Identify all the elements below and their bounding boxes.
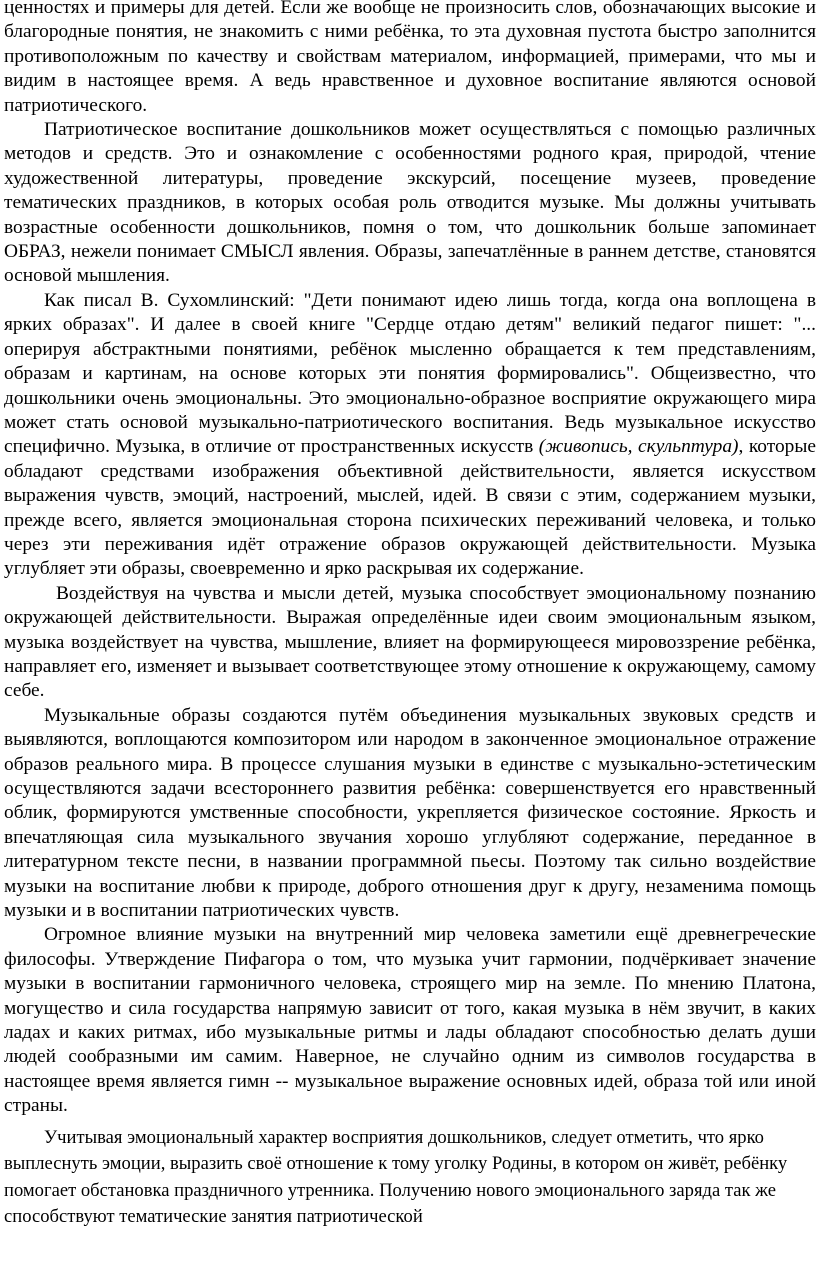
paragraph-3-text-end: , которые обладают средствами изображения объективной действительности, является искусством выражения чувств, эмоций, настроений, мыслей, идей. В связи с этим, содержанием музыки, прежде всего, является эмоциональная сторона психических переживаний человека, и только через эти переживания идёт отражение образов окружающей действительности. Музыка углубляет эти образы, своевременно и ярко раскрывая их содержание. <box>4 436 816 580</box>
paragraph-3-italic: (живопись, скульптура) <box>538 436 739 458</box>
paragraph-5: Музыкальные образы создаются путём объединения музыкальных звуковых средств и выявляются, воплощаются композитором или народом в законченное эмоциональное отражение образов реального мира. В процессе слушания музыки в единстве с музыкально-эстетическим осуществляются задачи всестороннего развития ребёнка: совершенствуется его нравственный облик, формируются умственные способности, укрепляется физическое состояние. Яркость и впечатляющая сила музыкального звучания хорошо углубляют содержание, переданное в литературном тексте песни, в названии программной пьесы. Поэтому так сильно воздействие музыки на воспитание любви к природе, доброго отношения друг к другу, незаменима помощь музыки и в воспитании патриотических чувств. <box>4 704 816 922</box>
paragraph-6: Огромное влияние музыки на внутренний мир человека заметили ещё древнегреческие философы. Утверждение Пифагора о том, что музыка учит гармонии, подчёркивает значение музыки в воспитании гармоничного человека, строящего мир на земле. По мнению Платона, могущество и сила государства напрямую зависит от того, какая музыка в нём звучит, в каких ладах и каких ритмах, ибо музыкальные ритмы и лады обладают способностью делать души людей сообразными им самим. Наверное, не случайно одним из символов государства в настоящее время является гимн -- музыкальное выражение основных идей, образа той или иной страны. <box>4 924 816 1117</box>
paragraph-3-text-start: Как писал В. Сухомлинский: "Дети понимают идею лишь тогда, когда она воплощена в ярких образах". И далее в своей книге "Сердце отдаю детям" великий педагог пишет: "... оперируя абстрактными понятиями, ребёнок мысленно обращается к тем представлениям, образам и картинам, на основе которых эти понятия формировались". Общеизвестно, что дошкольники очень эмоциональны. Это эмоционально-образное восприятие окружающего мира может стать основой музыкально-патриотического воспитания. Ведь музыкальное искусство специфично. Музыка, в отличие от пространственных искусств <box>4 289 816 458</box>
paragraph-3 <box>4 289 816 582</box>
paragraph-7-text: Учитывая эмоциональный характер восприятия дошкольников, следует отметить, что ярко выплеснуть эмоции, выразить своё отношение к тому уголку Родины, в котором он живёт, ребёнку помогает обстановка праздничного утренника. Получению нового эмоционального заряда так же способствуют тематические занятия патриотической <box>4 1126 788 1228</box>
paragraph-4: Воздействуя на чувства и мысли детей, музыка способствует эмоциональному познанию окружающей действительности. Выражая определённые идеи своим эмоциональным языком, музыка воздействует на чувства, мышление, влияет на формирующееся мировоззрение ребёнка, направляет его, изменяет и вызывает соответствующее этому отношение к окружающему, самому себе. <box>4 582 816 702</box>
paragraph-1: ценностях и примеры для детей. Если же вообще не произносить слов, обозначающих высокие и благородные понятия, не знакомить с ними ребёнка, то эта духовная пустота быстро заполнится противоположным по качеству и свойствам материалом, информацией, примерами, что мы и видим в настоящее время. А ведь нравственное и духовное воспитание являются основой патриотического. <box>4 0 816 116</box>
paragraph-7 <box>4 1125 816 1231</box>
paragraph-2: Патриотическое воспитание дошкольников может осуществляться с помощью различных методов и средств. Это и ознакомление с особенностями родного края, природой, чтение художественной литературы, проведение экскурсий, посещение музеев, проведение тематических праздников, в которых особая роль отводится музыке. Мы должны учитывать возрастные особенности дошкольников, помня о том, что дошкольник больше запоминает ОБРАЗ, нежели понимает СМЫСЛ явления. Образы, запечатлённые в раннем детстве, становятся основой мышления. <box>4 119 816 287</box>
